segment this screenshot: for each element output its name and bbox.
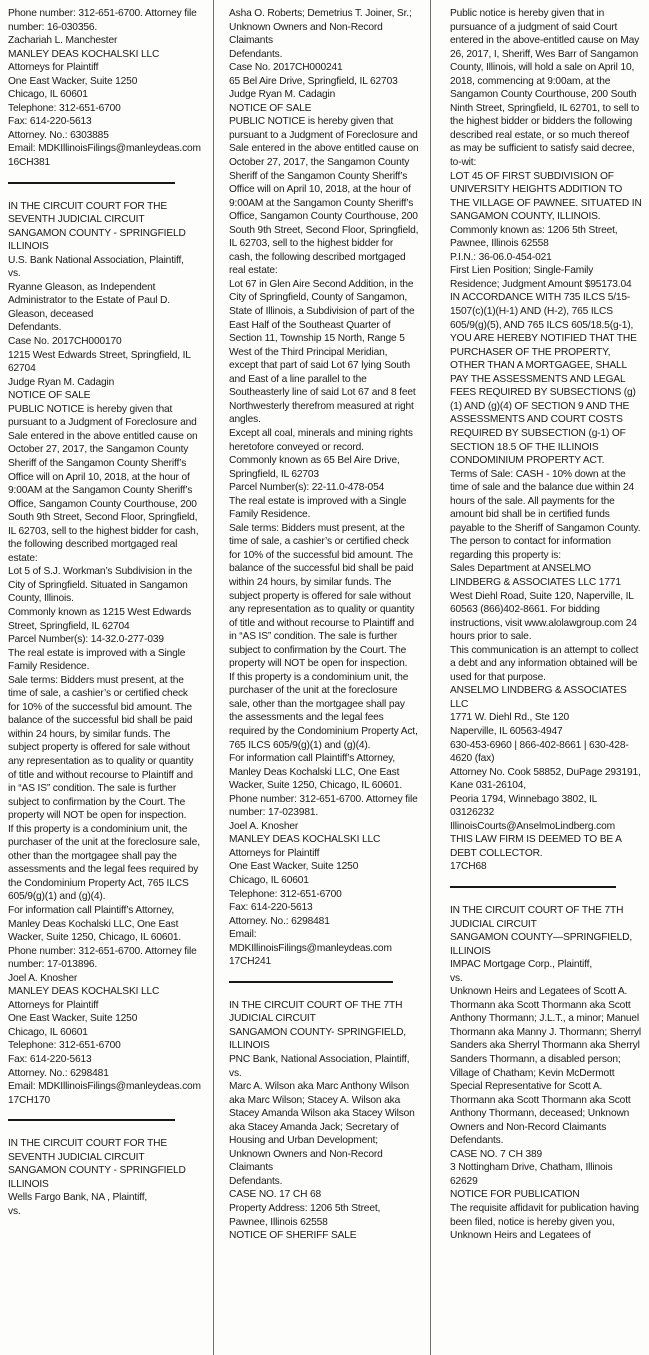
notice-paragraph: vs. — [229, 1067, 242, 1079]
notice-paragraph: Attorneys for Plaintiff — [229, 847, 320, 859]
notice-divider — [8, 182, 175, 184]
notice-paragraph: Ryanne Gleason, as Independent Administrator to the Estate of Paul D. Gleason, deceased — [8, 281, 170, 320]
notice-paragraph: NOTICE OF SALE — [8, 390, 91, 402]
notice-paragraph: LOT 45 OF FIRST SUBDIVISION OF UNIVERSITY HEIGHTS ADDITION TO THE VILLAGE OF PAWNEE. SITUATED IN SANGAMON COUNTY, ILLINOIS. — [450, 170, 642, 223]
notice-paragraph: SANGAMON COUNTY—SPRINGFIELD, ILLINOIS — [450, 932, 633, 957]
notice-paragraph: Case No. 2017CH000241 — [229, 62, 343, 74]
notice-paragraph: Property Address: 1206 5th Street, Pawnee, Illinois 62558 — [229, 1203, 381, 1228]
notice-paragraph: Attorneys for Plaintiff — [8, 62, 99, 74]
notice-paragraph: IN THE CIRCUIT COURT FOR THE SEVENTH JUDICIAL CIRCUIT — [8, 1138, 168, 1163]
notice-paragraph: IMPAC Mortgage Corp., Plaintiff, — [450, 959, 593, 971]
notice-paragraph: NOTICE OF SALE — [229, 102, 312, 114]
notice-paragraph: For information call Plaintiff’s Attorney, Manley Deas Kochalski LLC, One East Wacker, Suite 1250, Chicago, IL 60601. Phone number: 312-651-6700. Attorney file number: 17-023981. — [229, 753, 418, 819]
notice-paragraph: Commonly known as 1215 West Edwards Street, Springfield, IL 62704 — [8, 606, 192, 632]
news-column-2 — [214, 0, 431, 1355]
notice-divider — [450, 886, 616, 888]
notice-divider — [8, 1119, 175, 1121]
notice-paragraph: NOTICE OF SHERIFF SALE — [229, 1230, 357, 1242]
notice-paragraph: 630-453-6960 | 866-402-8661 | 630-428-4620 (fax) — [450, 739, 629, 765]
legal-notice-17CH68-start — [229, 999, 419, 1243]
notice-paragraph: Terms of Sale: CASH - 10% down at the time of sale and the balance due within 24 hours of the sale. All payments for the amount bid shall be in certified funds payable to the Sheriff of Sangamon County. — [450, 468, 641, 534]
notice-paragraph: MANLEY DEAS KOCHALSKI LLC — [8, 986, 160, 998]
notice-paragraph: Email: MDKIllinoisFilings@manleydeas.com — [8, 1081, 201, 1093]
notice-paragraph: One East Wacker, Suite 1250 — [8, 1013, 138, 1025]
notice-paragraph: CASE NO. 17 CH 68 — [229, 1189, 322, 1201]
notice-paragraph: The real estate is improved with a Single Family Residence. — [229, 495, 407, 521]
notice-paragraph: Unknown Heirs and Legatees of Scott A. Thormann aka Scott Thormann aka Scott Anthony Thormann; J.L.T., a minor; Manuel Thormann aka Manny J. Thormann; Sherryl Sanders aka Sherryl Thormann aka Sherryl Sanders Thormann, a disabled person; Village of Chatham; Kevin McDermott Special Representative for Scott A. Thormann aka Scott Thormann aka Scott Anthony Thormann, deceased; Unknown Owners and Non-Record Claimants — [450, 986, 642, 1133]
notice-paragraph: Chicago, IL 60601 — [8, 1026, 88, 1038]
notice-paragraph: Chicago, IL 60601 — [229, 875, 309, 886]
notice-paragraph: NOTICE FOR PUBLICATION — [450, 1189, 580, 1201]
notice-paragraph: Fax: 614-220-5613 — [8, 1054, 92, 1066]
notice-paragraph: Defendants. — [229, 48, 283, 60]
notice-paragraph: Telephone: 312-651-6700 — [8, 1040, 121, 1052]
notice-paragraph: Marc A. Wilson aka Marc Anthony Wilson aka Marc Wilson; Stacey A. Wilson aka Stacey Amanda Wilson aka Stacey Wilson aka Stacey Amanda Jack; Secretary of Housing and Urban Development; Unknown Owners and Non-Record Claimants — [229, 1081, 415, 1174]
notice-paragraph: vs. — [8, 1205, 21, 1217]
notice-paragraph: Defendants. — [450, 1135, 504, 1147]
notice-paragraph: IN THE CIRCUIT COURT OF THE 7TH JUDICIAL CIRCUIT — [229, 999, 403, 1025]
legal-notice-17CH241-end — [229, 7, 419, 969]
notice-paragraph: 1215 West Edwards Street, Springfield, IL 62704 — [8, 349, 191, 375]
notice-paragraph: Attorneys for Plaintiff — [8, 999, 99, 1011]
notice-paragraph: IN ACCORDANCE WITH 735 ILCS 5/15-1507(c)(1)(H-1) AND (H-2), 765 ILCS 605/9(g)(5), AND 765 ILCS 605/18.5(g-1), YOU ARE HEREBY NOTIFIED THAT THE PURCHASER OF THE PROPERTY, OTHER THAN A MORTGAGEE, SHALL PAY THE ASSESSMENTS AND LEGAL FEES REQUIRED BY SUBSECTIONS (g)(1) AND (g)(4) OF SECTION 9 AND THE ASSESSMENTS AND COURT COSTS REQUIRED BY SUBSECTION (g-1) OF SECTION 18.5 OF THE ILLINOIS CONDOMINIUM PROPERTY ACT. — [450, 292, 637, 467]
notice-paragraph: Asha O. Roberts; Demetrius T. Joiner, Sr.; Unknown Owners and Non-Record Claimants — [229, 8, 412, 47]
notice-paragraph: ANSELMO LINDBERG & ASSOCIATES LLC — [450, 685, 627, 710]
notice-paragraph: vs. — [450, 972, 463, 984]
notice-paragraph: Email: MDKIllinoisFilings@manleydeas.com — [229, 929, 392, 954]
notice-paragraph: Joel A. Knosher — [8, 972, 78, 984]
notice-paragraph: PNC Bank, National Association, Plaintiff, — [229, 1054, 410, 1066]
notice-paragraph: Attorney. No.: 6298481 — [8, 1067, 109, 1079]
notice-paragraph: If this property is a condominium unit, the purchaser of the unit at the foreclosure sale, other than the mortgagee shall pay the assessments and the legal fees required by the Condominium Property Act, 765 ILCS 605/9(g)(1) and (g)(4). — [8, 823, 200, 903]
notice-paragraph: 17CH68 — [450, 861, 487, 873]
notice-paragraph: Judge Ryan M. Cadagin — [8, 376, 115, 388]
notice-paragraph: Fax: 614-220-5613 — [8, 116, 92, 128]
notice-paragraph: MANLEY DEAS KOCHALSKI LLC — [8, 48, 160, 60]
notice-paragraph: Chicago, IL 60601 — [8, 89, 88, 101]
notice-paragraph: PUBLIC NOTICE is hereby given that pursuant to a Judgment of Foreclosure and Sale entered in the above entitled cause on October 27, 2017, the Sangamon County Sheriff of the Sangamon County Sheriff’s Office will on April 10, 2018, at the hour of 9:00AM at the Sangamon County Sheriff’s Office, Sangamon County Courthouse, 200 South 9th Street, Second Floor, Springfield, IL 62703, sell to the highest bidder for cash, the following described mortgaged real estate: — [229, 116, 419, 277]
notice-paragraph: Sale terms: Bidders must present, at the time of sale, a cashier’s or certified check for 10% of the successful bid amount. The balance of the successful bid shall be paid within 24 hours, by similar funds. The subject property is offered for sale without any representation as to quality or quantity of title and without recourse to Plaintiff and in “AS IS” condition. The sale is further subject to confirmation by the Court. The property will NOT be open for inspection. — [229, 522, 415, 670]
notice-paragraph: Except all coal, minerals and mining rights heretofore conveyed or record. — [229, 427, 413, 453]
notice-paragraph: Sales Department at ANSELMO LINDBERG & ASSOCIATES LLC 1771 West Diehl Road, Suite 120, Naperville, IL 60563 (866)402-8661. For bidding instructions, visit www.alolawgroup.com 24 hours prior to sale. — [450, 563, 637, 643]
legal-notice-17CH68-end — [450, 7, 642, 874]
news-column-3 — [431, 0, 649, 1355]
notice-paragraph: MANLEY DEAS KOCHALSKI LLC — [229, 834, 381, 846]
notice-paragraph: P.I.N.: 36-06.0-454-021 — [450, 251, 552, 263]
notice-paragraph: Attorney. No.: 6298481 — [229, 915, 330, 927]
notice-paragraph: If this property is a condominium unit, the purchaser of the unit at the foreclosure sale, other than the mortgagee shall pay the assessments and the legal fees required by the Condominium Property Act, 765 ILCS 605/9(g)(1) and (g)(4). — [229, 671, 418, 751]
notice-paragraph: Attorney No. Cook 58852, DuPage 293191, Kane 031-26104, — [450, 766, 641, 792]
notice-paragraph: IN THE CIRCUIT COURT OF THE 7TH JUDICIAL CIRCUIT — [450, 905, 624, 930]
notice-paragraph: Zachariah L. Manchester — [8, 35, 118, 47]
notice-paragraph: Telephone: 312-651-6700 — [229, 888, 342, 900]
notice-paragraph: IN THE CIRCUIT COURT FOR THE SEVENTH JUDICIAL CIRCUIT — [8, 200, 168, 226]
notice-paragraph: Commonly known as: 1206 5th Street, Pawnee, Illinois 62558 — [450, 224, 618, 250]
notice-paragraph: THIS LAW FIRM IS DEEMED TO BE A DEBT COLLECTOR. — [450, 834, 622, 859]
notice-paragraph: Fax: 614-220-5613 — [229, 902, 313, 914]
notice-paragraph: Public notice is hereby given that in pursuance of a judgment of said Court entered in the above-entitled cause on May 26, 2017, I, Sheriff, Wes Barr of Sangamon County, Illinois, will hold a sale on April 10, 2018, commencing at 9:00am, at the Sangamon County Courthouse, 200 South Ninth Street, Springfield, IL 62701, to sell to the highest bidder or bidders the following described real estate, or so much thereof as may be sufficient to satisfy said decree, to-wit: — [450, 8, 640, 169]
notice-paragraph: Lot 5 of S.J. Workman’s Subdivision in the City of Springfield. Situated in Sangamon County, Illinois. — [8, 566, 193, 605]
legal-notice-17CH241-start — [8, 1137, 201, 1218]
notice-paragraph: Email: MDKIllinoisFilings@manleydeas.com — [8, 143, 201, 155]
legal-notice-16CH381 — [8, 7, 201, 170]
notice-paragraph: Lot 67 in Glen Aire Second Addition, in the City of Springfield, County of Sangamon, State of Illinois, a Subdivision of part of the East Half of the Southeast Quarter of Section 11, Township 15 North, Range 5 West of the Third Principal Meridian, except that part of said Lot 67 lying South and East of a line parallel to the Southeasterly line of said Lot 67 and 8 feet Northwesterly therefrom measured at right angles. — [229, 278, 416, 426]
notice-paragraph: For information call Plaintiff’s Attorney, Manley Deas Kochalski LLC, One East Wacker, Suite 1250, Chicago, IL 60601. Phone number: 312-651-6700. Attorney file number: 17-013896. — [8, 905, 197, 971]
notice-paragraph: 17CH241 — [229, 956, 271, 968]
notice-paragraph: Judge Ryan M. Cadagin — [229, 89, 336, 101]
notice-paragraph: 17CH170 — [8, 1094, 50, 1106]
notice-paragraph: Wells Fargo Bank, NA , Plaintiff, — [8, 1192, 148, 1204]
notice-paragraph: Commonly known as 65 Bel Aire Drive, Springfield, IL 62703 — [229, 455, 400, 480]
notice-paragraph: 65 Bel Aire Drive, Springfield, IL 62703 — [229, 75, 398, 87]
notice-paragraph: First Lien Position; Single-Family Residence; Judgment Amount $95173.04 — [450, 265, 632, 290]
legal-notice-17CH170 — [8, 200, 201, 1108]
notice-paragraph: Attorney. No.: 6303885 — [8, 129, 109, 141]
notice-paragraph: Naperville, IL 60563-4947 — [450, 725, 563, 737]
notice-paragraph: Joel A. Knosher — [229, 820, 299, 832]
notice-paragraph: Defendants. — [8, 322, 62, 334]
notice-paragraph: SANGAMON COUNTY - SPRINGFIELD ILLINOIS — [8, 1165, 186, 1190]
notice-paragraph: The person to contact for information regarding this property is: — [450, 536, 611, 561]
news-column-1 — [0, 0, 214, 1355]
notice-paragraph: IllinoisCourts@AnselmoLindberg.com — [450, 820, 615, 832]
notice-paragraph: Parcel Number(s): 22-11.0-478-054 — [229, 482, 385, 494]
notice-paragraph: Telephone: 312-651-6700 — [8, 102, 121, 114]
notice-paragraph: Phone number: 312-651-6700. Attorney file number: 16-030356. — [8, 8, 197, 33]
notice-paragraph: PUBLIC NOTICE is hereby given that pursuant to a Judgment of Foreclosure and Sale entered in the above entitled cause on October 27, 2017, the Sangamon County Sheriff of the Sangamon County Sheriff’s Office will on April 10, 2018, at the hour of 9:00AM at the Sangamon County Sheriff’s Office, Sangamon County Courthouse, 200 South 9th Street, Second Floor, Springfield, IL 62703, sell to the highest bidder for cash, the following described mortgaged real estate: — [8, 403, 199, 564]
notice-divider — [229, 981, 393, 983]
notice-paragraph: Case No. 2017CH000170 — [8, 336, 122, 348]
notice-paragraph: 3 Nottingham Drive, Chatham, Illinois 62629 — [450, 1162, 613, 1187]
notice-paragraph: SANGAMON COUNTY - SPRINGFIELD ILLINOIS — [8, 227, 186, 253]
notice-paragraph: The requisite affidavit for publication having been filed, notice is hereby given you, Unknown Heirs and Legatees of — [450, 1203, 639, 1242]
notice-paragraph: 16CH381 — [8, 157, 50, 169]
notice-paragraph: Sale terms: Bidders must present, at the time of sale, a cashier’s or certified check for 10% of the successful bid amount. The balance of the successful bid shall be paid within 24 hours, by similar funds. The subject property is offered for sale without any representation as to quality or quantity of title and without recourse to Plaintiff and in “AS IS” condition. The sale is further subject to confirmation by the Court. The property will NOT be open for inspection. — [8, 674, 194, 822]
notice-paragraph: 1771 W. Diehl Rd., Ste 120 — [450, 712, 569, 724]
notice-paragraph: SANGAMON COUNTY- SPRINGFIELD, ILLINOIS — [229, 1026, 406, 1052]
notice-paragraph: vs. — [8, 268, 21, 280]
notice-paragraph: CASE NO. 7 CH 389 — [450, 1148, 543, 1160]
notice-paragraph: Peoria 1794, Winnebago 3802, IL 03126232 — [450, 793, 597, 819]
legal-notice-7CH389-start — [450, 904, 642, 1243]
notice-paragraph: Parcel Number(s): 14-32.0-277-039 — [8, 634, 164, 646]
notice-paragraph: One East Wacker, Suite 1250 — [229, 861, 359, 873]
notice-paragraph: This communication is an attempt to collect a debt and any information obtained will be used for that purpose. — [450, 644, 639, 683]
notice-paragraph: U.S. Bank National Association, Plaintiff, — [8, 254, 184, 266]
notice-paragraph: Defendants. — [229, 1175, 283, 1187]
notice-paragraph: The real estate is improved with a Single Family Residence. — [8, 647, 186, 673]
notice-paragraph: One East Wacker, Suite 1250 — [8, 75, 138, 87]
